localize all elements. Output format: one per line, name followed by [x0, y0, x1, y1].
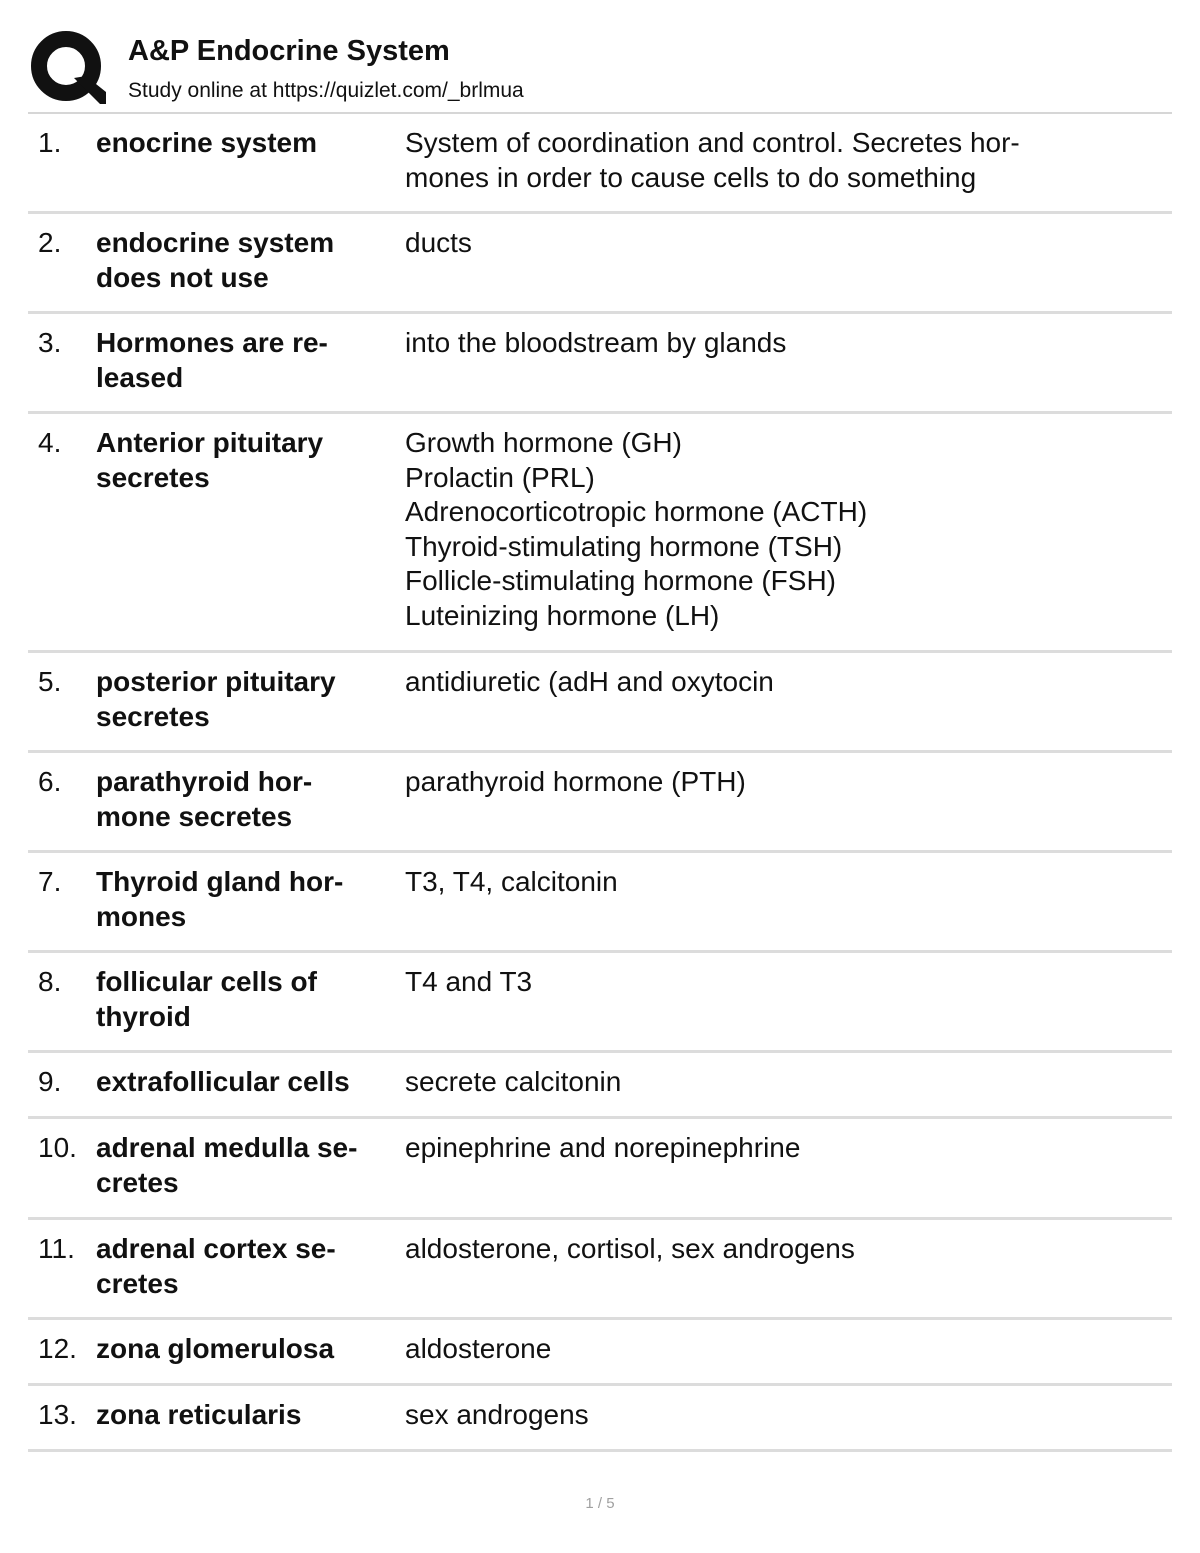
card-row — [28, 414, 1172, 653]
card-row — [28, 314, 1172, 414]
card-number: 4. — [38, 427, 62, 458]
card-definition: Growth hormone (GH) Prolactin (PRL) Adrenocorticotropic hormone (ACTH) Thyroid-stimulating hormone (TSH) Follicle-stimulating hormone (FSH) Luteinizing hormone (LH) — [405, 427, 868, 631]
study-link[interactable]: Study online at https://quizlet.com/_brlmua — [128, 79, 524, 102]
card-term: zona glomerulosa — [96, 1333, 335, 1364]
card-definition: epinephrine and norepinephrine — [405, 1132, 801, 1163]
card-term: adrenal medulla se- cretes — [96, 1132, 358, 1198]
card-row — [28, 1320, 1172, 1386]
card-definition: aldosterone, cortisol, sex androgens — [405, 1233, 855, 1264]
flashcard-list — [28, 114, 1172, 1452]
card-row — [28, 1386, 1172, 1452]
card-number: 2. — [38, 227, 62, 258]
card-term: posterior pituitary secretes — [96, 666, 336, 732]
card-number: 3. — [38, 327, 62, 358]
card-term: parathyroid hor- mone secretes — [96, 766, 313, 832]
card-row — [28, 653, 1172, 753]
card-number: 1. — [38, 127, 62, 158]
card-row — [28, 1220, 1172, 1320]
card-number: 7. — [38, 866, 62, 897]
card-term: Anterior pituitary secretes — [96, 427, 324, 493]
card-number: 12. — [38, 1333, 77, 1364]
card-term: follicular cells of thyroid — [96, 966, 317, 1032]
card-row — [28, 753, 1172, 853]
card-term: Hormones are re- leased — [96, 327, 328, 393]
card-definition: System of coordination and control. Secretes hor- mones in order to cause cells to do something — [405, 127, 1020, 193]
card-definition: parathyroid hormone (PTH) — [405, 766, 746, 797]
card-row — [28, 1119, 1172, 1220]
card-number: 8. — [38, 966, 62, 997]
card-number: 6. — [38, 766, 62, 797]
card-term: Thyroid gland hor- mones — [96, 866, 344, 932]
card-definition: into the bloodstream by glands — [405, 327, 787, 358]
card-row — [28, 953, 1172, 1053]
card-number: 13. — [38, 1399, 77, 1430]
card-term: enocrine system — [96, 127, 317, 158]
card-row — [28, 214, 1172, 314]
card-row — [28, 114, 1172, 214]
card-row — [28, 1053, 1172, 1119]
card-definition: sex androgens — [405, 1399, 589, 1430]
card-definition: secrete calcitonin — [405, 1066, 622, 1097]
card-definition: aldosterone — [405, 1333, 552, 1364]
card-term: endocrine system does not use — [96, 227, 335, 293]
page-title: A&P Endocrine System — [128, 35, 450, 67]
card-definition: T4 and T3 — [405, 966, 533, 997]
card-number: 11. — [38, 1233, 75, 1264]
card-term: adrenal cortex se- cretes — [96, 1233, 336, 1299]
card-definition: antidiuretic (adH and oxytocin — [405, 666, 774, 697]
card-definition: ducts — [405, 227, 472, 258]
page-header — [0, 0, 1200, 112]
card-term: zona reticularis — [96, 1399, 302, 1430]
card-number: 5. — [38, 666, 62, 697]
card-definition: T3, T4, calcitonin — [405, 866, 618, 897]
card-term: extrafollicular cells — [96, 1066, 350, 1097]
card-number: 10. — [38, 1132, 77, 1163]
card-number: 9. — [38, 1066, 62, 1097]
page-indicator: 1 / 5 — [585, 1495, 615, 1512]
card-row — [28, 853, 1172, 953]
quizlet-q-logo-icon — [30, 30, 106, 106]
